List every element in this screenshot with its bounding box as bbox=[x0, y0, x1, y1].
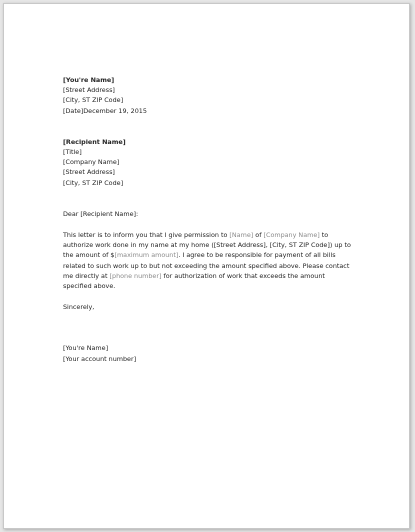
letter-date: [Date]December 19, 2015 bbox=[63, 106, 147, 115]
body-paragraph: This letter is to inform you that I give permission to [Name] of [Company Name] to authorize work done in my name at my home ([Street Address], [City, ST ZIP Code]) up to the amount of $[maximum amount]. I agree to be responsible for payment of all bills related to such work up to but not exceeding the amount specified above. Please contact me directly at [phone number] for authorization of work that exceeds the amount specified above. bbox=[63, 231, 351, 291]
sender-name: [You're Name] bbox=[63, 76, 115, 84]
salutation: Dear [Recipient Name]: bbox=[63, 209, 139, 218]
recipient-title: [Title] bbox=[63, 148, 82, 157]
sender-street: [Street Address] bbox=[63, 86, 115, 95]
recipient-city: [City, ST ZIP Code] bbox=[63, 178, 124, 187]
recipient-name: [Recipient Name] bbox=[63, 137, 126, 146]
recipient-company: [Company Name] bbox=[63, 158, 120, 167]
sender-city: [City, ST ZIP Code] bbox=[63, 96, 124, 105]
letter-page bbox=[3, 3, 410, 529]
company-placeholder: [Company Name] bbox=[263, 231, 320, 240]
amount-placeholder: [maximum amount] bbox=[114, 251, 179, 260]
name-placeholder: [Name] bbox=[229, 231, 254, 240]
signature-account: [Your account number] bbox=[63, 354, 137, 363]
letter-content bbox=[63, 75, 355, 364]
phone-placeholder: [phone number] bbox=[109, 271, 162, 280]
signature-name: [You're Name] bbox=[63, 344, 109, 353]
closing: Sincerely, bbox=[63, 303, 95, 312]
recipient-street: [Street Address] bbox=[63, 168, 115, 177]
